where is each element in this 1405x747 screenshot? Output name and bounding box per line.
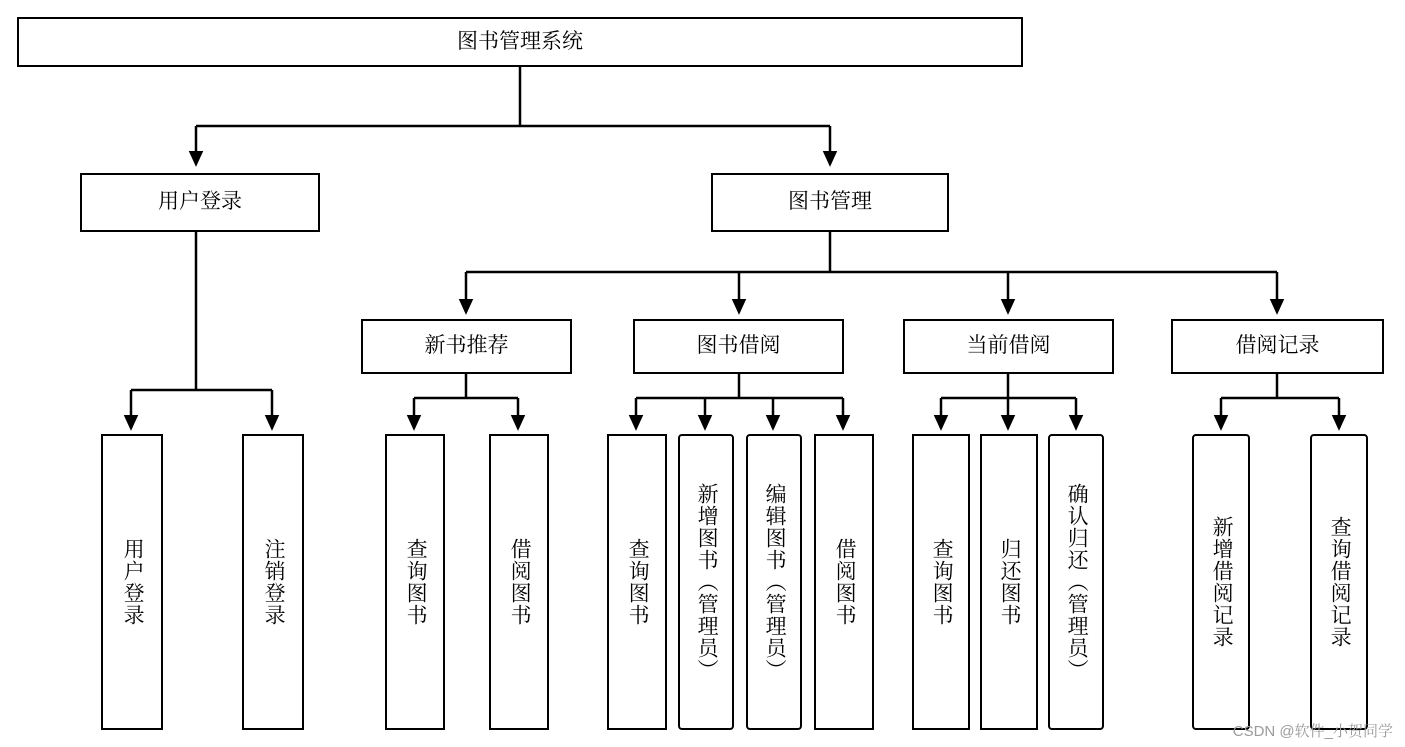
leaf-borrow-query-book[interactable] xyxy=(607,434,667,730)
leaf-logout[interactable] xyxy=(242,434,304,730)
leaf-borrow-edit-book[interactable] xyxy=(746,434,802,730)
node-label: 编辑图书（管理员） xyxy=(763,483,787,681)
leaf-user-login[interactable] xyxy=(101,434,163,730)
node-label: 新增借阅记录 xyxy=(1210,516,1234,648)
leaf-current-query-book[interactable] xyxy=(912,434,970,730)
leaf-new-query-book[interactable] xyxy=(385,434,445,730)
node-book-borrow[interactable] xyxy=(633,319,844,374)
node-new-book-recommend[interactable] xyxy=(361,319,572,374)
watermark-text: CSDN @软件_小贺同学 xyxy=(1232,723,1393,740)
node-label: 归还图书 xyxy=(998,538,1022,626)
node-label: 新书推荐 xyxy=(424,334,509,358)
leaf-borrow-add-book[interactable] xyxy=(678,434,734,730)
leaf-borrow-borrow-book[interactable] xyxy=(814,434,874,730)
node-label: 图书借阅 xyxy=(696,334,781,358)
node-borrow-records[interactable] xyxy=(1171,319,1384,374)
node-label: 当前借阅 xyxy=(966,334,1051,358)
node-label: 查询借阅记录 xyxy=(1328,516,1352,648)
node-root[interactable] xyxy=(17,17,1023,67)
node-label: 借阅记录 xyxy=(1235,334,1320,358)
leaf-record-query[interactable] xyxy=(1310,434,1368,730)
node-label: 图书管理系统 xyxy=(457,29,583,53)
leaf-current-return-book[interactable] xyxy=(980,434,1038,730)
node-user-login[interactable] xyxy=(80,173,320,232)
node-label: 查询图书 xyxy=(404,538,428,626)
node-book-management[interactable] xyxy=(711,173,949,232)
node-label: 用户登录 xyxy=(158,190,242,214)
node-label: 借阅图书 xyxy=(833,538,857,626)
leaf-current-confirm-return[interactable] xyxy=(1048,434,1104,730)
node-label: 查询图书 xyxy=(626,538,650,626)
node-label: 注销登录 xyxy=(262,538,286,626)
leaf-record-add[interactable] xyxy=(1192,434,1250,730)
node-current-borrow[interactable] xyxy=(903,319,1114,374)
node-label: 新增图书（管理员） xyxy=(695,483,719,681)
node-label: 确认归还（管理员） xyxy=(1065,483,1089,681)
node-label: 借阅图书 xyxy=(508,538,532,626)
node-label: 图书管理 xyxy=(788,190,872,214)
leaf-new-borrow-book[interactable] xyxy=(489,434,549,730)
node-label: 用户登录 xyxy=(121,538,145,626)
node-label: 查询图书 xyxy=(930,538,954,626)
